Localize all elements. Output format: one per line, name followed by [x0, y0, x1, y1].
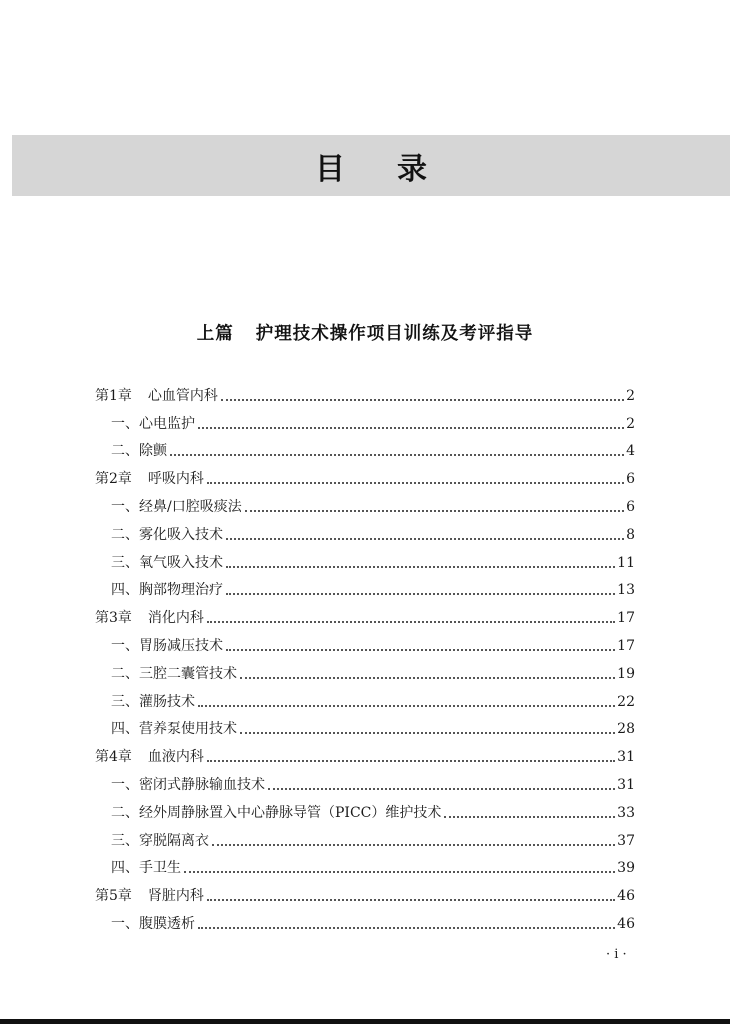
toc-title-band	[12, 135, 730, 196]
toc-page-number: 6	[626, 498, 635, 515]
toc-section-entry[interactable]	[95, 488, 635, 516]
toc-page-number: 31	[617, 776, 635, 793]
toc-chapter-entry[interactable]	[95, 377, 635, 405]
toc-entry-label	[111, 859, 181, 877]
toc-section-entry[interactable]	[95, 794, 635, 822]
toc-list	[95, 377, 635, 933]
dot-leader	[207, 759, 615, 762]
chapter-number: 第4章	[95, 749, 132, 766]
toc-chapter-entry[interactable]	[95, 877, 635, 905]
toc-entry-label	[111, 554, 223, 572]
toc-entry-label	[111, 804, 441, 822]
toc-section-entry[interactable]	[95, 655, 635, 683]
toc-page-number: 17	[617, 637, 635, 654]
toc-chapter-entry[interactable]	[95, 460, 635, 488]
dot-leader	[198, 926, 615, 929]
toc-page-number: 11	[617, 554, 635, 571]
dot-leader	[226, 537, 624, 540]
page-title-char-2: 录	[397, 151, 427, 187]
toc-entry-label	[111, 526, 223, 544]
page-number: · i ·	[606, 947, 627, 962]
chapter-title: 血液内科	[147, 749, 204, 766]
part-heading	[0, 320, 730, 345]
toc-entry-label	[95, 609, 204, 627]
toc-page-number: 4	[626, 443, 635, 460]
section-title: 一、胃肠减压技术	[111, 637, 223, 654]
toc-section-entry[interactable]	[95, 516, 635, 544]
section-title: 四、营养泵使用技术	[111, 721, 237, 738]
dot-leader	[207, 620, 615, 623]
dot-leader	[184, 870, 615, 873]
toc-page-number: 19	[617, 665, 635, 682]
toc-entry-label	[111, 665, 237, 683]
dot-leader	[170, 453, 624, 456]
section-title: 三、氧气吸入技术	[111, 554, 223, 571]
section-title: 四、胸部物理治疗	[111, 582, 223, 599]
section-title: 二、三腔二囊管技术	[111, 665, 237, 682]
toc-section-entry[interactable]	[95, 627, 635, 655]
toc-page-number: 46	[617, 915, 635, 932]
section-title: 二、除颤	[111, 443, 167, 460]
toc-entry-label	[111, 442, 167, 460]
toc-entry-label	[95, 887, 204, 905]
section-title: 一、心电监护	[111, 415, 195, 432]
chapter-title: 心血管内科	[147, 387, 218, 404]
toc-entry-label	[111, 915, 195, 933]
toc-entry-label	[95, 470, 204, 488]
bottom-rule	[0, 1019, 730, 1024]
chapter-number: 第5章	[95, 888, 132, 905]
toc-page-number: 37	[617, 832, 635, 849]
toc-entry-label	[111, 498, 242, 516]
toc-page-number: 33	[617, 804, 635, 821]
dot-leader	[444, 815, 615, 818]
dot-leader	[198, 426, 624, 429]
dot-leader	[226, 592, 615, 595]
toc-page-number: 39	[617, 860, 635, 877]
toc-page-number: 6	[626, 471, 635, 488]
toc-section-entry[interactable]	[95, 405, 635, 433]
page-title-char-1: 目	[315, 151, 345, 187]
chapter-title: 呼吸内科	[147, 471, 204, 488]
chapter-number: 第2章	[95, 471, 132, 488]
toc-entry-label	[95, 387, 218, 405]
toc-page-number: 2	[626, 415, 635, 432]
toc-page-number: 8	[626, 526, 635, 543]
toc-page-number: 31	[617, 749, 635, 766]
toc-section-entry[interactable]	[95, 905, 635, 933]
page-title	[315, 144, 427, 188]
dot-leader	[240, 676, 615, 679]
section-title: 一、经鼻/口腔吸痰法	[111, 498, 242, 515]
chapter-title: 消化内科	[147, 610, 204, 627]
toc-entry-label	[111, 720, 237, 738]
chapter-number: 第3章	[95, 610, 132, 627]
dot-leader	[268, 787, 615, 790]
dot-leader	[221, 398, 624, 401]
part-name: 上篇	[196, 324, 234, 344]
section-title: 三、灌肠技术	[111, 693, 195, 710]
toc-section-entry[interactable]	[95, 822, 635, 850]
toc-page-number: 2	[626, 387, 635, 404]
dot-leader	[226, 565, 615, 568]
dot-leader	[207, 898, 615, 901]
toc-entry-label	[111, 415, 195, 433]
toc-section-entry[interactable]	[95, 683, 635, 711]
dot-leader	[198, 704, 615, 707]
chapter-title: 肾脏内科	[147, 888, 204, 905]
chapter-number: 第1章	[95, 387, 132, 404]
toc-page-number: 46	[617, 888, 635, 905]
toc-section-entry[interactable]	[95, 433, 635, 461]
toc-section-entry[interactable]	[95, 766, 635, 794]
section-title: 二、经外周静脉置入中心静脉导管（PICC）维护技术	[111, 804, 442, 821]
section-title: 一、密闭式静脉输血技术	[111, 776, 265, 793]
toc-entry-label	[111, 776, 265, 794]
section-title: 三、穿脱隔离衣	[111, 832, 209, 849]
toc-page-number: 22	[617, 693, 635, 710]
section-title: 四、手卫生	[111, 860, 181, 877]
dot-leader	[240, 731, 615, 734]
toc-section-entry[interactable]	[95, 544, 635, 572]
toc-section-entry[interactable]	[95, 850, 635, 878]
toc-chapter-entry[interactable]	[95, 738, 635, 766]
toc-entry-label	[111, 693, 195, 711]
toc-entry-label	[111, 832, 209, 850]
toc-page-number: 28	[617, 721, 635, 738]
section-title: 一、腹膜透析	[111, 915, 195, 932]
toc-entry-label	[111, 637, 223, 655]
dot-leader	[226, 648, 615, 651]
toc-section-entry[interactable]	[95, 572, 635, 600]
part-subtitle: 护理技术操作项目训练及考评指导	[255, 324, 534, 344]
dot-leader	[212, 843, 615, 846]
toc-page-number: 17	[617, 610, 635, 627]
section-title: 二、雾化吸入技术	[111, 526, 223, 543]
dot-leader	[245, 509, 624, 512]
toc-entry-label	[95, 748, 204, 766]
toc-section-entry[interactable]	[95, 711, 635, 739]
toc-entry-label	[111, 581, 223, 599]
toc-page-number: 13	[617, 582, 635, 599]
dot-leader	[207, 481, 624, 484]
toc-chapter-entry[interactable]	[95, 599, 635, 627]
